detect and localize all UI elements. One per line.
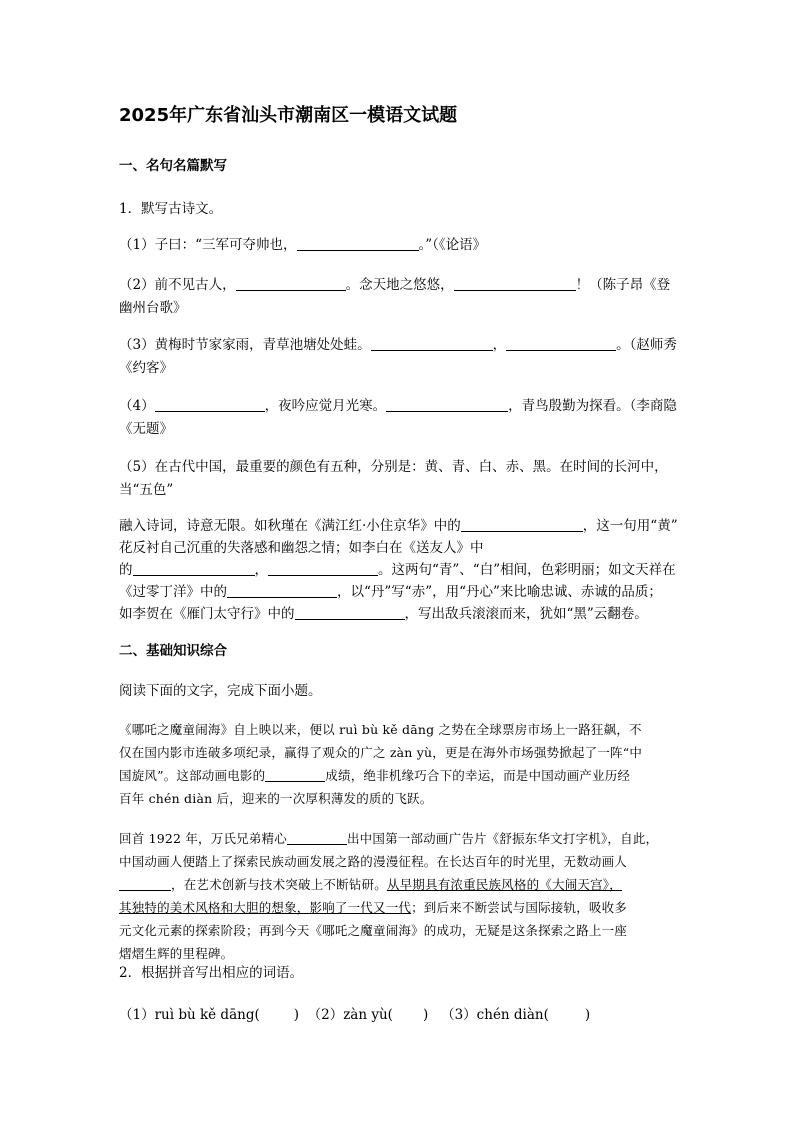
q1-3-comma: ， — [492, 337, 507, 353]
question-1-5-line-1 — [119, 515, 679, 537]
q2-item-3: （3）chén diàn( — [441, 1007, 549, 1023]
passage-text: 回首 1922 年，万氏兄弟精心 — [119, 831, 287, 846]
reading-intro: 阅读下面的文字，完成下面小题。 — [119, 683, 322, 699]
passage-2-line-5: 元文化元素的探索阶段；再到今天《哪吒之魔童闹海》的成功，无疑是这条探索之路上一座 — [119, 923, 628, 938]
q1-5-text: 的 — [119, 562, 133, 578]
passage-text: 成绩，绝非机缘巧合下的幸运，而是中国动画产业历经 — [325, 768, 631, 783]
q1-4-text: （4） — [119, 398, 155, 414]
passage-1-line-4: 百年 chén diàn 后，迎来的一次厚积薄发的质的飞跃。 — [119, 791, 433, 806]
answer-blank[interactable] — [371, 336, 493, 351]
answer-blank[interactable] — [227, 583, 337, 598]
answer-blank[interactable] — [454, 276, 576, 291]
q1-4-text-2: ，夜吟应觉月光寒。 — [264, 398, 387, 414]
answer-blank[interactable] — [461, 517, 583, 532]
question-1-3-cont: 《约客》 — [119, 360, 173, 376]
passage-2-line-2: 中国动画人便踏上了探索民族动画发展之路的漫漫征程。在长达百年的时光里，无数动画人 — [119, 854, 628, 869]
question-1-2 — [119, 274, 679, 296]
question-1-5-line-5 — [119, 603, 679, 625]
passage-1-line-2: 仅在国内影市连破多项纪录，赢得了观众的广之 zàn yù，更是在海外市场强势掀起了一阵“中 — [119, 745, 643, 760]
question-1-4-cont: 《无题》 — [119, 421, 173, 437]
question-1-2-cont: 幽州台歌》 — [119, 300, 187, 316]
q1-2-source: ！（陈子昂《登 — [575, 277, 671, 293]
q1-1-text: （1）子曰：“三军可夺帅也， — [119, 237, 297, 253]
q1-3-source: 。（赵师秀 — [616, 337, 677, 353]
page-title: 2025年广东省汕头市潮南区一模语文试题 — [119, 105, 458, 126]
answer-blank[interactable] — [133, 561, 255, 576]
q1-5-text-2: ，这一句用“黄” — [582, 518, 678, 534]
question-1-5-line-2: 花反衬自己沉重的失落感和幽怨之情；如李白在《送友人》中 — [119, 540, 484, 556]
q1-5-text-2: ，写出敌兵滚滚而来，犹如“黑”云翻卷。 — [404, 606, 648, 622]
q1-5-text-3: 。这两句“青”、“白”相间，色彩明丽；如文天祥在 — [378, 562, 676, 578]
q1-5-text: 《过零丁洋》中的 — [119, 584, 227, 600]
passage-text: ，在艺术创新与技术突破上不断钻研。 — [171, 877, 387, 892]
answer-blank[interactable] — [236, 276, 346, 291]
question-1: 1．默写古诗文。 — [119, 201, 223, 217]
question-1-1 — [119, 234, 679, 256]
answer-blank[interactable] — [268, 561, 378, 576]
q1-3-text: （3）黄梅时节家家雨，青草池塘处处蛙。 — [119, 337, 371, 353]
underlined-sentence: 其独特的美术风格和大胆的想象，影响了一代又一代 — [119, 900, 412, 915]
q1-5-comma: ， — [254, 562, 268, 578]
question-1-4 — [119, 395, 679, 417]
q1-5-text: 融入诗词，诗意无限。如秋瑾在《满江红·小住京华》中的 — [119, 518, 461, 534]
q2-paren: ) — [422, 1007, 429, 1023]
passage-text: 出中国第一部动画广告片《舒振东华文打字机》，自此， — [346, 831, 659, 846]
passage-text: ；到后来不断尝试与国际接轨，吸收多 — [411, 900, 628, 915]
answer-blank[interactable] — [386, 397, 508, 412]
underlined-sentence: 从早期具有浓重民族风格的《大闹天宫》， — [386, 877, 622, 892]
answer-blank[interactable] — [506, 336, 616, 351]
q2-item-2: （2）zàn yù( — [307, 1007, 393, 1023]
answer-blank[interactable] — [265, 767, 325, 782]
answer-blank[interactable] — [155, 397, 265, 412]
answer-blank[interactable] — [295, 605, 405, 620]
passage-2-line-6: 熠熠生辉的里程碑。 — [119, 946, 234, 961]
question-1-5-line-3 — [119, 559, 679, 581]
section-heading-1: 一、名句名篇默写 — [119, 158, 227, 174]
answer-blank[interactable] — [119, 876, 171, 891]
q2-item-1: （1）ruì bù kě dāng( — [119, 1007, 260, 1023]
passage-2-line-3 — [119, 874, 679, 896]
q1-5-text-2: ，以“丹”写“赤”，用“丹心”来比喻忠诚、赤诚的品质； — [337, 584, 662, 600]
question-1-5: （5）在古代中国，最重要的颜色有五种，分别是：黄、青、白、赤、黑。在时间的长河中， — [119, 459, 668, 475]
q2-paren: ) — [584, 1007, 591, 1023]
q1-2-text: （2）前不见古人， — [119, 277, 236, 293]
passage-2-line-4 — [119, 897, 679, 919]
q1-5-text: 如李贺在《雁门太守行》中的 — [119, 606, 295, 622]
passage-2-line-1 — [119, 828, 679, 850]
q2-paren: ) — [293, 1007, 300, 1023]
answer-blank[interactable] — [297, 236, 419, 251]
section-heading-2: 二、基础知识综合 — [119, 643, 227, 659]
question-2: 2．根据拼音写出相应的词语。 — [119, 965, 304, 981]
q1-4-source: ，青鸟殷勤为探看。（李商隐 — [508, 398, 677, 414]
question-1-5-cont: 当“五色” — [119, 482, 174, 498]
question-1-5-line-4 — [119, 581, 679, 603]
question-1-3 — [119, 334, 679, 356]
q1-1-source: 。”（《论语》 — [418, 237, 487, 253]
passage-text: 国旋风”。这部动画电影的 — [119, 768, 266, 783]
question-2-items — [119, 1004, 679, 1026]
answer-blank[interactable] — [287, 830, 347, 845]
q1-2-text-2: 。念天地之悠悠， — [345, 277, 454, 293]
passage-1-line-1: 《哪吒之魔童闹海》自上映以来，便以 ruì bù kě dāng 之势在全球票房市场上一路狂飙，不 — [119, 722, 642, 737]
passage-1-line-3 — [119, 765, 679, 787]
